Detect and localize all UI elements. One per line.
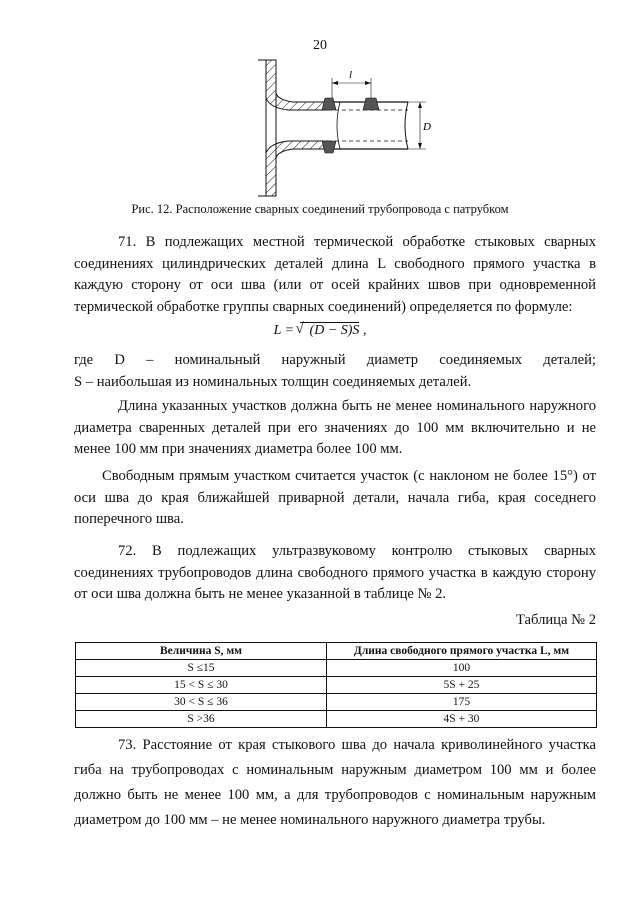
paragraph-length: Длина указанных участков должна быть не менее номинального наружного диаметра сваренных деталей при его значениях до 100 мм включительно и не менее 100 мм при значениях диаметра более 100 мм. (74, 398, 596, 457)
paragraph-free-section: Свободным прямым участком считается участок (с наклоном не более 15°) от оси шва до края ближайшей приварной детали, начала гиба, края соседнего поперечного шва. (74, 468, 596, 527)
table-cell-s: 15 < S ≤ 30 (76, 677, 327, 694)
table-2 (75, 642, 597, 728)
table-row (76, 660, 597, 677)
table-cell-l: 4S + 30 (327, 711, 597, 728)
where-line-2: S – наибольшая из номинальных толщин соединяемых деталей. (74, 373, 472, 390)
table-cell-l: 100 (327, 660, 597, 677)
formula-tail: , (359, 323, 367, 338)
table-header-s: Величина S, мм (76, 643, 327, 660)
page-number: 20 (313, 38, 327, 53)
paragraph-73: 73. Расстояние от края стыкового шва до начала криволинейного участка гиба на трубопроводах с номинальным наружным диаметром 100 мм и более должно быть не менее 100 мм, а для трубопроводов с номинальным наружным диаметром до 100 мм – не менее номинального наружного диаметра трубы. (74, 737, 596, 828)
table-cell-l: 175 (327, 694, 597, 711)
table-row (76, 677, 597, 694)
dimension-l-label: l (349, 69, 353, 81)
paragraph-72: 72. В подлежащих ультразвуковому контролю стыковых сварных соединениях трубопроводов длина свободного прямого участка в каждую сторону от оси шва должна быть не менее указанной в таблице № 2. (74, 543, 596, 602)
table-row (76, 711, 597, 728)
table-header-l: Длина свободного прямого участка L, мм (327, 643, 597, 660)
formula-radical (300, 322, 360, 339)
where-line-1: где D – номинальный наружный диаметр соединяемых деталей; (74, 352, 596, 368)
formula-lhs: L = (273, 323, 295, 338)
figure-caption: Рис. 12. Расположение сварных соединений трубопровода с патрубком (131, 202, 509, 216)
table-cell-s: S >36 (76, 711, 327, 728)
table-cell-l: 5S + 25 (327, 677, 597, 694)
table-row (76, 694, 597, 711)
dimension-d-label: D (423, 121, 431, 133)
table-cell-s: 30 < S ≤ 36 (76, 694, 327, 711)
table-label: Таблица № 2 (516, 612, 596, 628)
table-header-row (76, 643, 597, 660)
table-cell-s: S ≤15 (76, 660, 327, 677)
paragraph-71: 71. В подлежащих местной термической обработке стыковых сварных соединениях цилиндрических деталей длина L свободного прямого участка в каждую сторону от оси шва (или от осей крайних швов при одновременной термической обработке группы сварных соединений) определяется по формуле: (74, 234, 596, 315)
weld-diagram (248, 58, 438, 198)
formula (0, 322, 640, 339)
formula-radicand: (D − S)S (309, 323, 360, 338)
